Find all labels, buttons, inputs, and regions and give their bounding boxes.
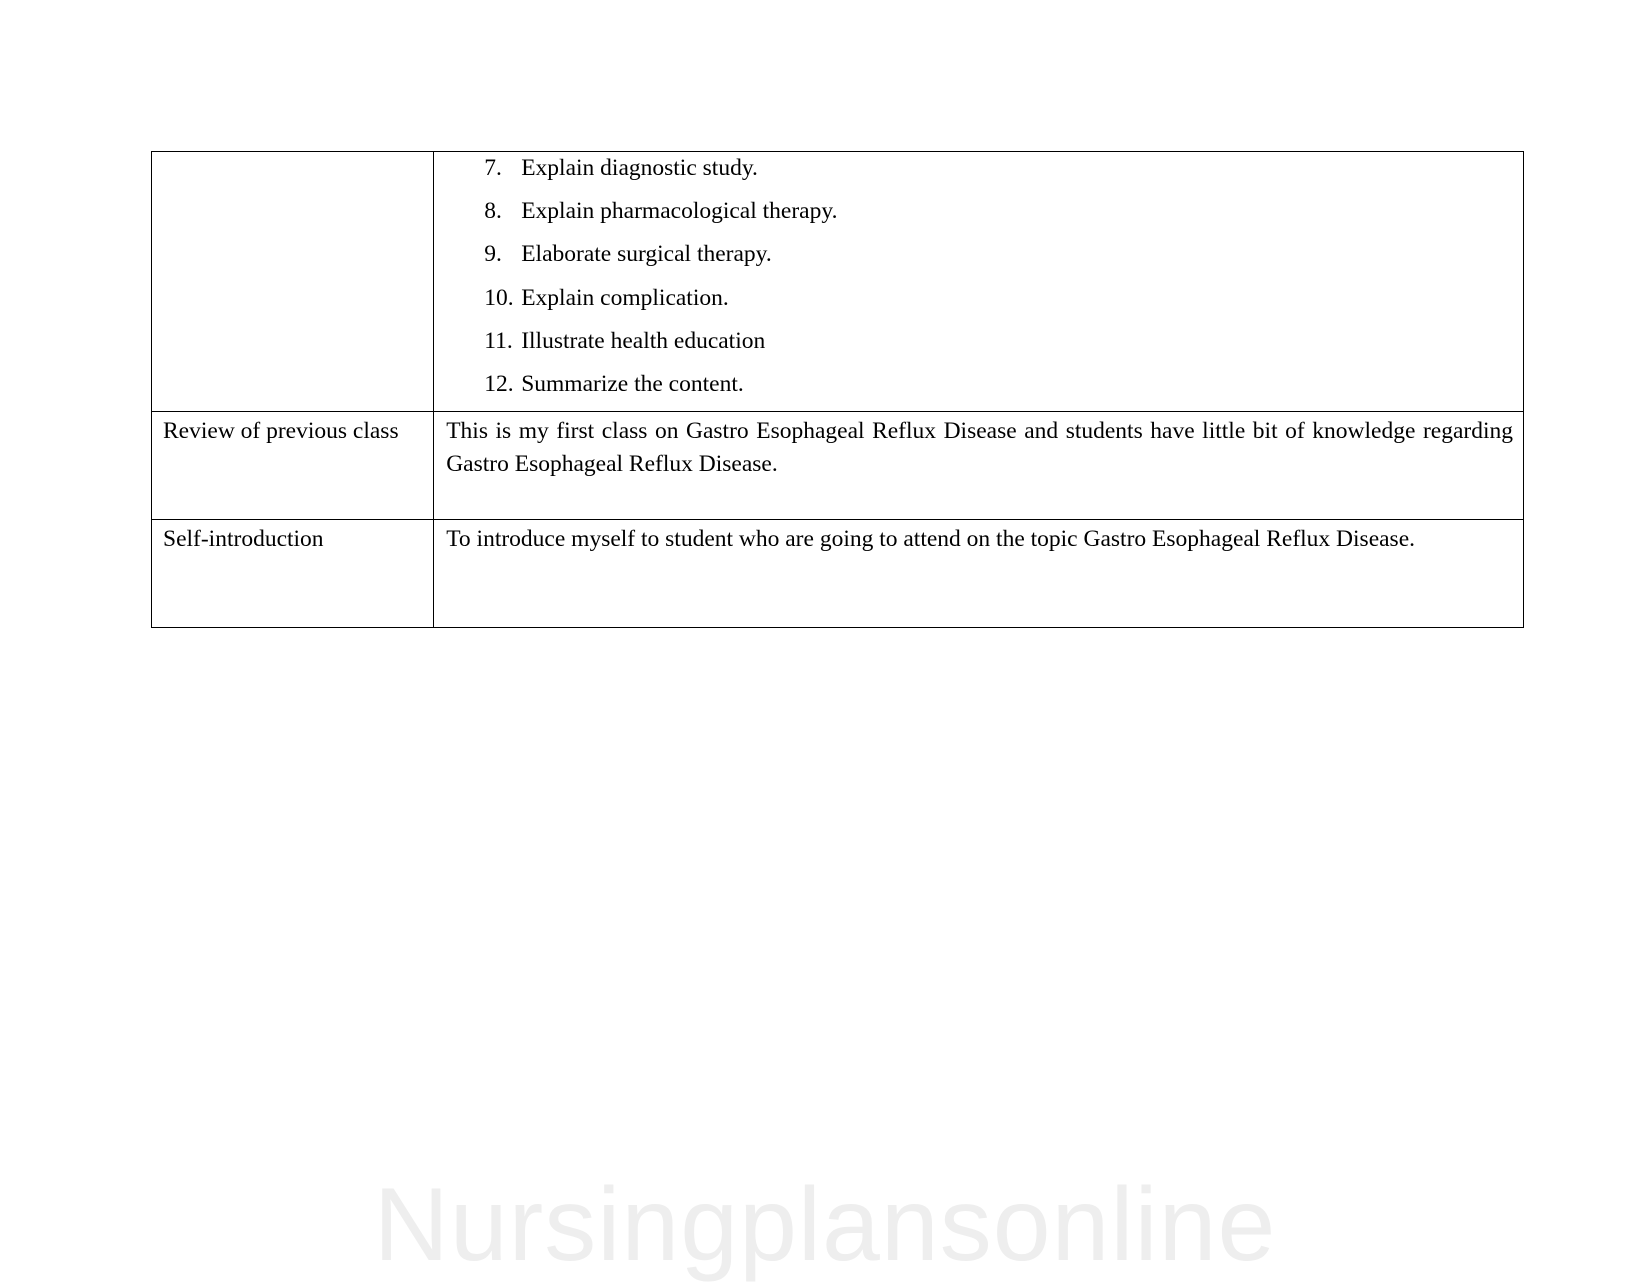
list-item-number: 10. bbox=[484, 284, 514, 311]
list-item-number: 7. bbox=[484, 155, 502, 181]
intro-text: To introduce myself to student who are going to attend on the topic Gastro Esophageal Reflux Disease. bbox=[446, 526, 1416, 553]
list-item bbox=[434, 325, 1523, 368]
list-item bbox=[434, 238, 1523, 281]
review-content-cell bbox=[434, 412, 1524, 520]
objectives-list bbox=[434, 152, 1523, 411]
objectives-label-cell bbox=[152, 152, 434, 412]
review-text: This is my first class on Gastro Esophageal Reflux Disease and students have little bit of knowledge regarding Gastro Esophageal Reflux Disease. bbox=[446, 418, 1513, 478]
list-item-text: Summarize the content. bbox=[521, 370, 744, 397]
list-item-number: 11. bbox=[484, 327, 513, 354]
lesson-plan-table bbox=[151, 151, 1524, 628]
objectives-label bbox=[152, 152, 433, 155]
list-item bbox=[434, 195, 1523, 238]
table-row-objectives bbox=[152, 152, 1524, 412]
intro-content-cell bbox=[434, 520, 1524, 628]
list-item bbox=[434, 152, 1523, 195]
list-item-number: 8. bbox=[484, 198, 502, 225]
list-item-number: 12. bbox=[484, 370, 514, 397]
objectives-content-cell bbox=[434, 152, 1524, 412]
list-item-text: Elaborate surgical therapy. bbox=[521, 241, 772, 268]
list-item bbox=[434, 282, 1523, 325]
list-item-text: Explain pharmacological therapy. bbox=[521, 198, 838, 225]
table-row-intro bbox=[152, 520, 1524, 628]
intro-label-cell bbox=[152, 520, 434, 628]
review-label: Review of previous class bbox=[163, 418, 399, 445]
review-label-cell bbox=[152, 412, 434, 520]
intro-label: Self-introduction bbox=[163, 526, 324, 553]
list-item-text: Explain complication. bbox=[521, 284, 729, 311]
list-item-number: 9. bbox=[484, 241, 502, 268]
list-item-text: Explain diagnostic study. bbox=[521, 155, 758, 181]
list-item bbox=[434, 368, 1523, 411]
watermark: Nursingplansonline bbox=[373, 1167, 1277, 1283]
list-item-text: Illustrate health education bbox=[521, 327, 766, 354]
table-row-review bbox=[152, 412, 1524, 520]
